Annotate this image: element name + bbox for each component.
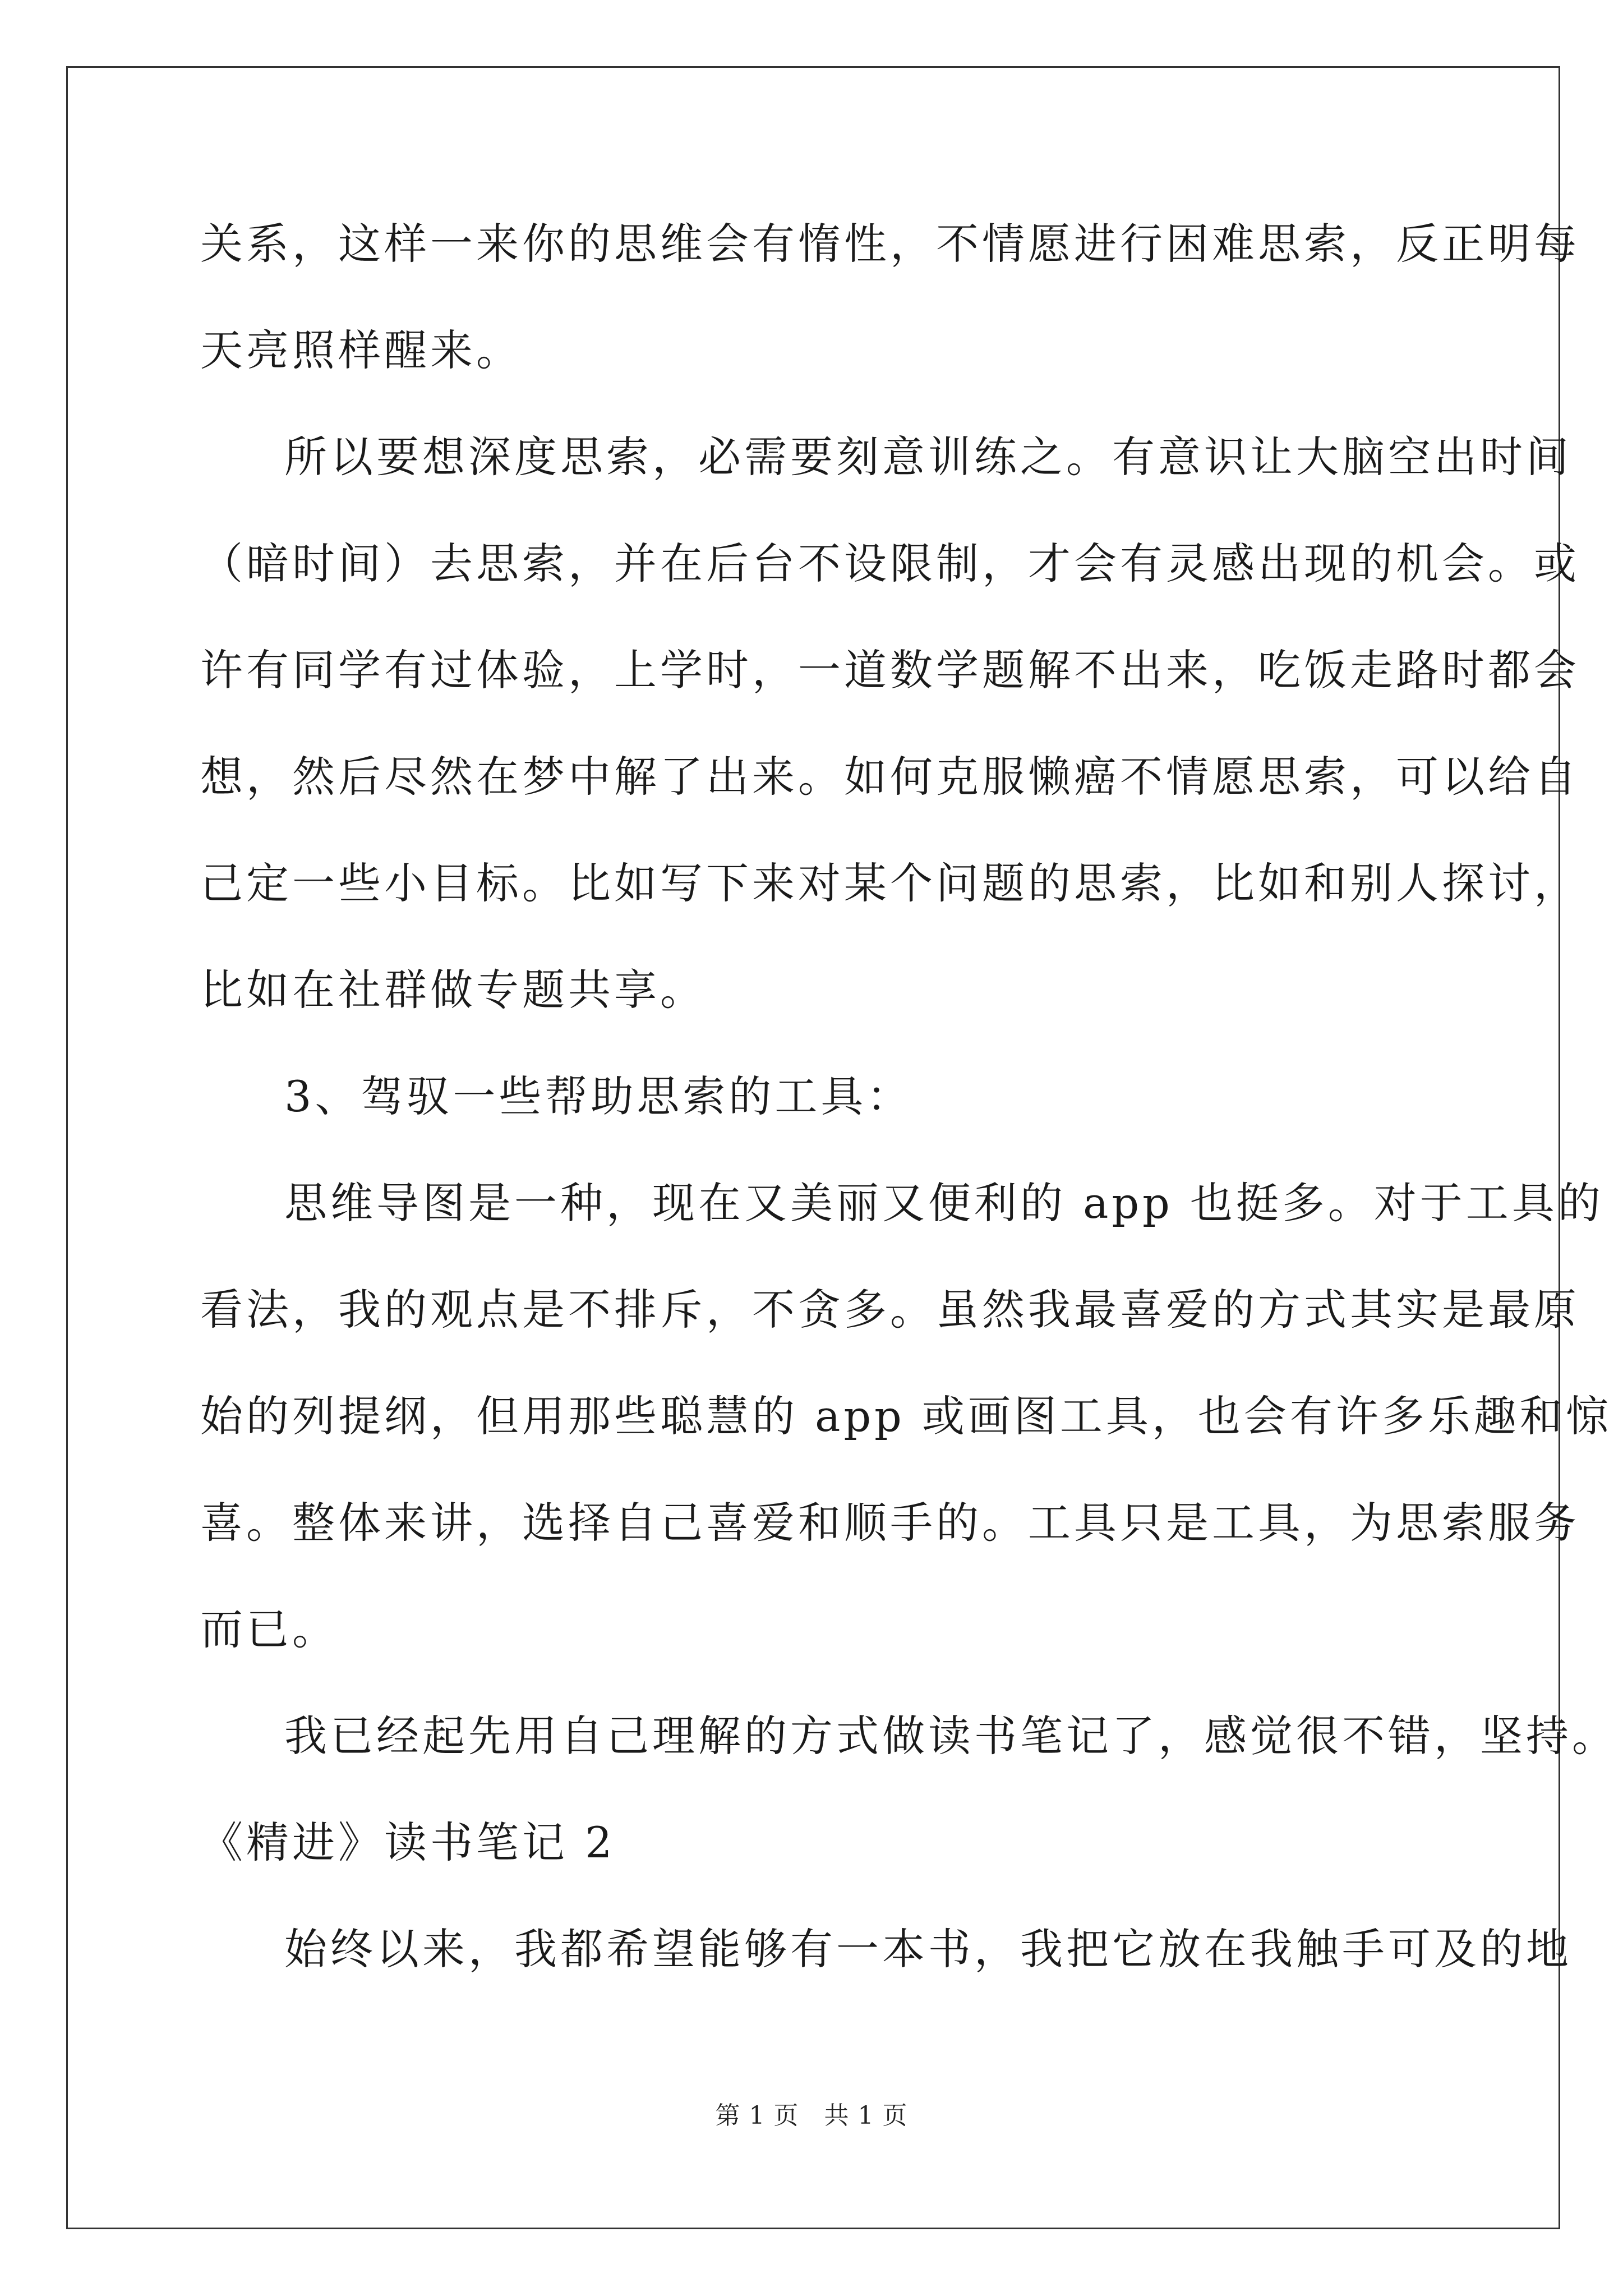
text-line: 想，然后尽然在梦中解了出来。如何克服懒癌不情愿思索，可以给自: [200, 752, 1580, 802]
text-line: 比如在社群做专题共享。: [200, 965, 706, 1015]
text-line: 天亮照样醒来。: [200, 325, 522, 375]
section-heading: 3、驾驭一些帮助思索的工具：: [284, 1071, 913, 1121]
document-body: [200, 213, 1618, 2025]
text-line: 思维导图是一种，现在又美丽又便利的 app 也挺多。对于工具的: [284, 1178, 1604, 1228]
page-total: 共 1 页: [824, 2101, 908, 2130]
page-number: 第 1 页: [715, 2101, 799, 2130]
footer-spacer: [799, 2101, 824, 2130]
page-footer: [0, 2095, 1623, 2131]
text-line: 始的列提纲，但用那些聪慧的 app 或画图工具，也会有许多乐趣和惊: [200, 1391, 1612, 1441]
text-line: 始终以来，我都希望能够有一本书，我把它放在我触手可及的地: [284, 1924, 1572, 1974]
text-line: 我已经起先用自己理解的方式做读书笔记了，感觉很不错，坚持。: [284, 1711, 1618, 1761]
text-line: 而已。: [200, 1604, 338, 1654]
text-line: 看法，我的观点是不排斥，不贪多。虽然我最喜爱的方式其实是最原: [200, 1285, 1580, 1335]
text-line: （暗时间）去思索，并在后台不设限制，才会有灵感出现的机会。或: [200, 539, 1580, 588]
text-line: 所以要想深度思索，必需要刻意训练之。有意识让大脑空出时间: [284, 432, 1572, 482]
text-line: 喜。整体来讲，选择自己喜爱和顺手的。工具只是工具，为思索服务: [200, 1498, 1580, 1548]
chapter-title: 《精进》读书笔记 2: [200, 1818, 616, 1867]
text-line: 许有同学有过体验，上学时，一道数学题解不出来，吃饭走路时都会: [200, 645, 1580, 695]
text-line: 关系，这样一来你的思维会有惰性，不情愿进行困难思索，反正明每: [200, 219, 1580, 269]
text-line: 己定一些小目标。比如写下来对某个问题的思索，比如和别人探讨，: [200, 858, 1580, 908]
